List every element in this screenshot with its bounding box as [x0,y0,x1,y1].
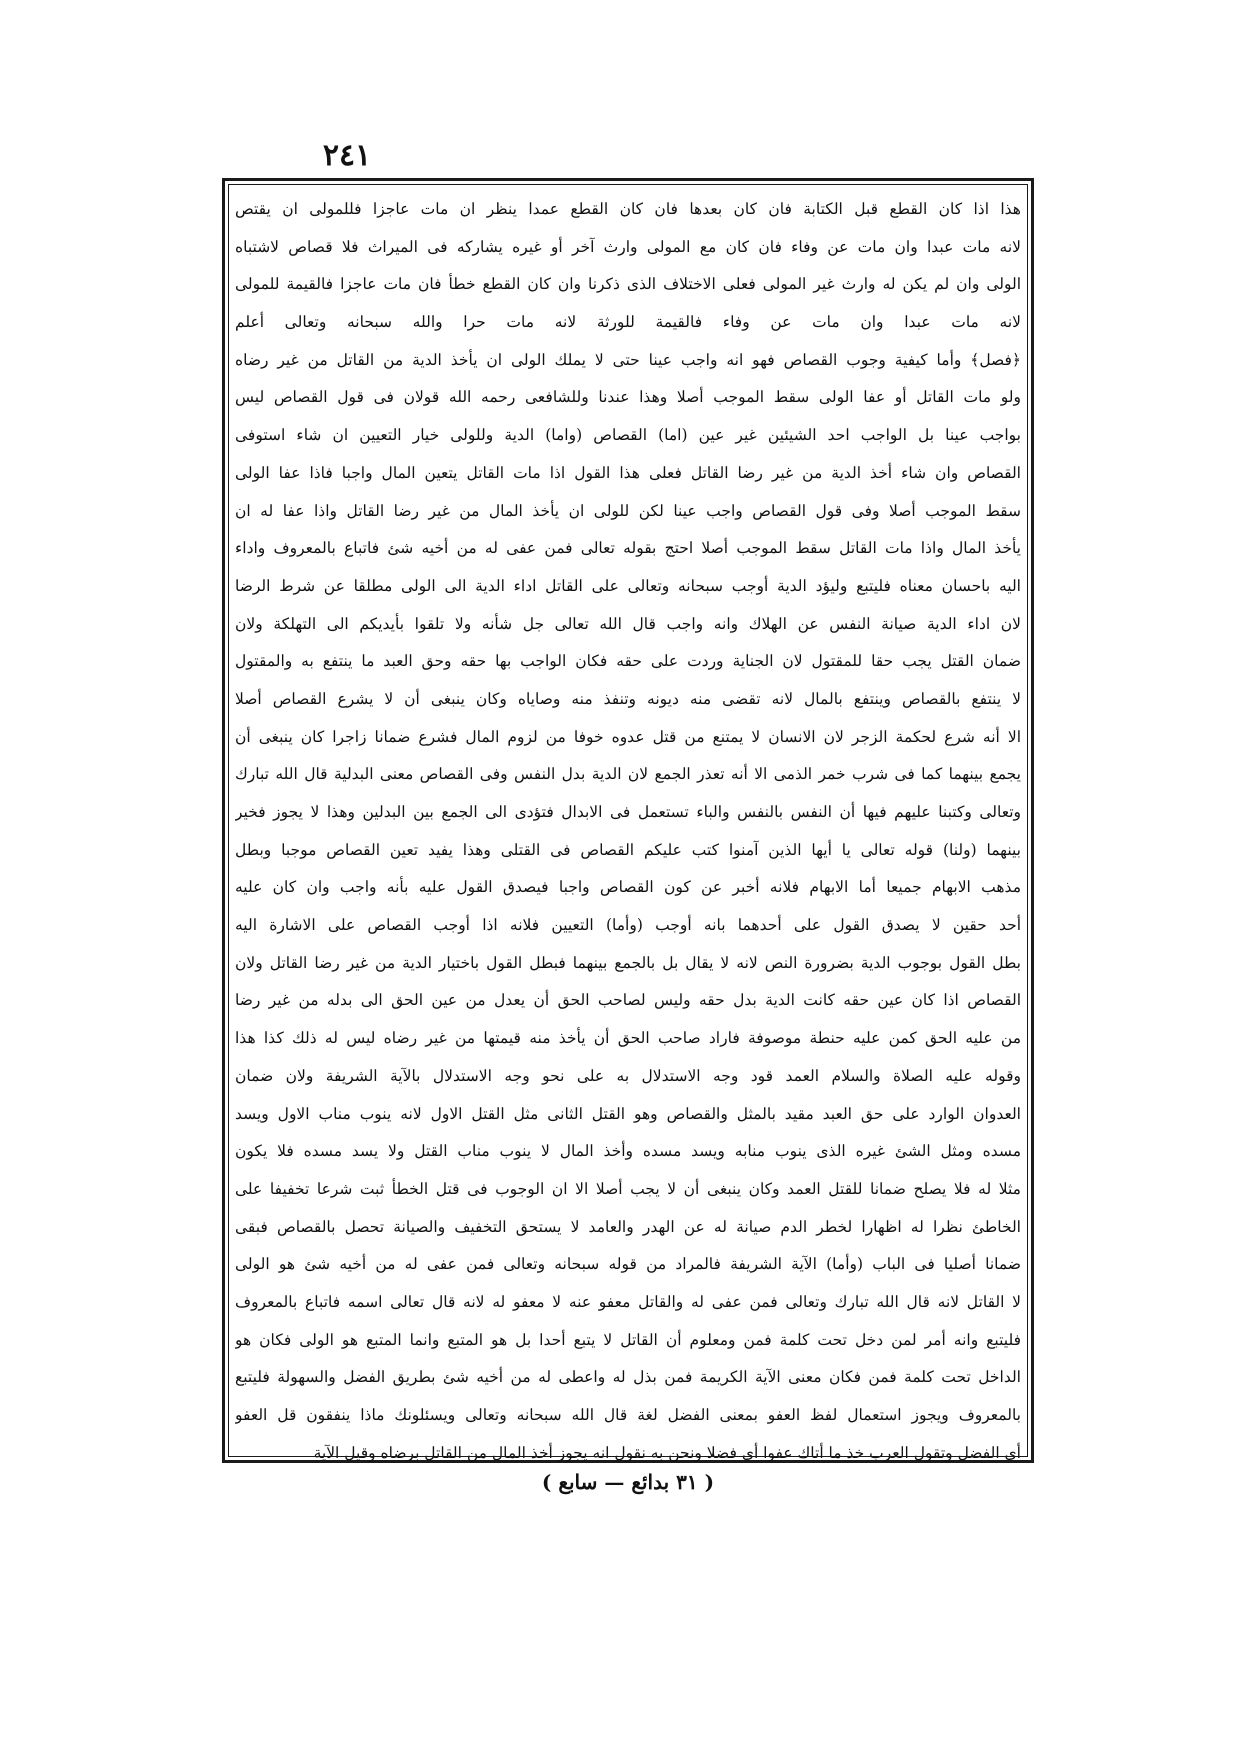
text-line: فليتبع وانه أمر لمن دخل تحت كلمة فمن ومعلوم أن القاتل لا يتبع أحدا بل هو المتبع وانما المتبع هو الولى فكان هو [235,1330,1021,1349]
text-line: هذا اذا كان القطع قبل الكتابة فان كان بعدها فان كان القطع عمدا ينظر ان مات عاجزا فللمولى ان يقتص [235,200,1021,218]
text-line: أحد حقين لا يصدق القول على أحدهما بانه أوجب (وأما) التعيين فلانه اذا أوجب القصاص على الاشارة اليه [235,916,1021,935]
text-line: سقط الموجب أصلا وفى قول القصاص واجب عينا لكن للولى ان يأخذ المال من غير رضا القاتل واذا عفا له ان [235,501,1021,520]
text-line: يأخذ المال واذا مات القاتل سقط الموجب أصلا احتج بقوله تعالى فمن عفى له من أخيه شئ فاتباع بالمعروف واداء [235,539,1021,558]
text-line: مذهب الابهام جميعا أما الابهام فلانه أخبر عن كون القصاص واجبا فيصدق القول عليه بأنه واجب وان كان عليه [235,878,1021,897]
text-line: بطل القول بوجوب الدية بضرورة النص لانه لا يقال بل بالجمع بينهما فبطل القول باختيار الدية من غير رضا القاتل ولان [235,953,1021,972]
text-line: لا ينتفع بالقصاص وينتفع بالمال لانه تقضى منه ديونه وتنفذ منه وصاياه وكان ينبغى أن لا يشرع القصاص أصلا [235,689,1021,708]
text-line: لا القاتل لانه قال الله تبارك وتعالى فمن عفى له والقاتل معفو عنه لا معفو له لانه قال تعالى اسمه فاتباع بالمعروف [235,1292,1021,1311]
text-line: ولو مات القاتل أو عفا الولى سقط الموجب أصلا وهذا عندنا وللشافعى رحمه الله قولان فى قول القصاص ليس [235,388,1021,407]
text-line: الداخل تحت كلمة فمن فكان معنى الآية الكريمة فمن بذل له واعطى له من أخيه شئ بطريق الفضل والسهولة فليتبع [235,1368,1021,1387]
text-line: وقوله عليه الصلاة والسلام العمد قود وجه الاستدلال به على نحو وجه الاستدلال بالآية الشريفة ولان ضمان [235,1066,1021,1085]
page-number: ٢٤١ [322,138,372,173]
text-line: وتعالى وكتبنا عليهم فيها أن النفس بالنفس والباء تستعمل فى الابدال فتؤدى الى الجمع بين البدلين وهذا لا يجوز فخير [235,803,1021,821]
text-line: لانه مات عبدا وان مات عن وفاء فان كان مع المولى وارث آخر أو غيره يشاركه فى الميراث فلا قصاص لاشتباه [235,237,1021,256]
text-line: ﴿فصل﴾ وأما كيفية وجوب القصاص فهو انه واجب عينا حتى لا يملك الولى ان يأخذ الدية من القاتل من غير رضاه [235,350,1021,369]
text-line: الولى وان لم يكن له وارث غير المولى فعلى الاختلاف الذى ذكرنا وان كان القطع خطأ فان مات عاجزا فالقيمة للمولى [235,275,1021,294]
text-line: لان اداء الدية صيانة النفس عن الهلاك وانه واجب قال الله تعالى جل شأنه ولا تلقوا بأيديكم الى التهلكة ولان [235,614,1021,633]
text-line: من عليه الحق كمن عليه حنطة موصوفة فاراد صاحب الحق أن يأخذ منه قيمتها من غير رضاه ليس له ذلك كذا هذا [235,1029,1021,1048]
text-line: مثلا له فلا يصلح ضمانا للقتل العمد وكان ينبغى أن لا يجب أصلا الا ان الوجوب فى قتل الخطأ ثبت شرعا تخفيفا على [235,1179,1021,1198]
text-frame [222,178,1034,1463]
text-line: القصاص اذا كان عين حقه كانت الدية بدل حقه وليس لصاحب الحق أن يعدل من عين الحق الى بدله من غير رضا [235,991,1021,1010]
text-line: بواجب عينا بل الواجب احد الشيئين غير عين (اما) القصاص (واما) الدية وللولى خيار التعيين ان شاء استوفى [235,426,1021,445]
text-line: القصاص وان شاء أخذ الدية من غير رضا القاتل فعلى هذا القول اذا مات القاتل يتعين المال واجبا فاذا عفا الولى [235,463,1021,482]
text-line: ضمان القتل يجب حقا للمقتول لان الجناية وردت على حقه فكان الواجب بها حقه وحق العبد ما ينتفع به والمقتول [235,652,1021,671]
text-line: يجمع بينهما كما فى شرب خمر الذمى الا أنه تعذر الجمع لان الدية بدل النفس وفى القصاص معنى البدلية قال الله تبارك [235,765,1021,784]
text-line: أى الفضل وتقول العرب خذ ما أتاك عفوا أى فضلا ونحن به نقول انه يجوز أخذ المال من القاتل برضاه وقيل الآية [313,1443,1021,1462]
text-line: الا أنه شرع لحكمة الزجر لان الانسان لا يمتنع من قتل عدوه خوفا من لزوم المال فشرع ضمانا زاجرا كان ينبغى أن [235,727,1021,746]
text-line: اليه باحسان معناه فليتبع وليؤد الدية أوجب سبحانه وتعالى على القاتل اداء الدية الى الولى مطلقا عن شرط الرضا [235,576,1021,595]
body-text [235,191,1021,1472]
text-line: لانه مات عبدا وان مات عن وفاء فالقيمة للورثة لانه مات حرا والله سبحانه وتعالى أعلم [235,313,1021,332]
text-line: بينهما (ولنا) قوله تعالى يا أيها الذين آمنوا كتب عليكم القصاص فى القتلى وهذا يفيد تعين القصاص موجبا وبطل [235,840,1021,859]
text-line: ضمانا أصليا فى الباب (وأما) الآية الشريفة فالمراد من قوله سبحانه وتعالى فمن عفى له من أخيه شئ هو الولى [235,1255,1021,1274]
text-line: بالمعروف ويجوز استعمال لفظ العفو بمعنى الفضل لغة قال الله سبحانه وتعالى ويسئلونك ماذا ينفقون قل العفو [235,1406,1021,1424]
text-line: العدوان الوارد على حق العبد مقيد بالمثل والقصاص وهو القتل الثانى مثل القتل الاول لانه ينوب مناب الاول ويسد [235,1104,1021,1123]
text-line: مسده ومثل الشئ غيره الذى ينوب منابه ويسد مسده وأخذ المال لا ينوب مناب القتل ولا يسد مسده فلا يكون [235,1142,1021,1161]
page-footer: ( ٣١ بدائع — سابع ) [541,1470,715,1494]
text-line: الخاطئ نظرا له اظهارا لخطر الدم صيانة له عن الهدر والعامد لا يستحق التخفيف والصيانة تحصل بالقصاص فبقى [235,1217,1021,1236]
